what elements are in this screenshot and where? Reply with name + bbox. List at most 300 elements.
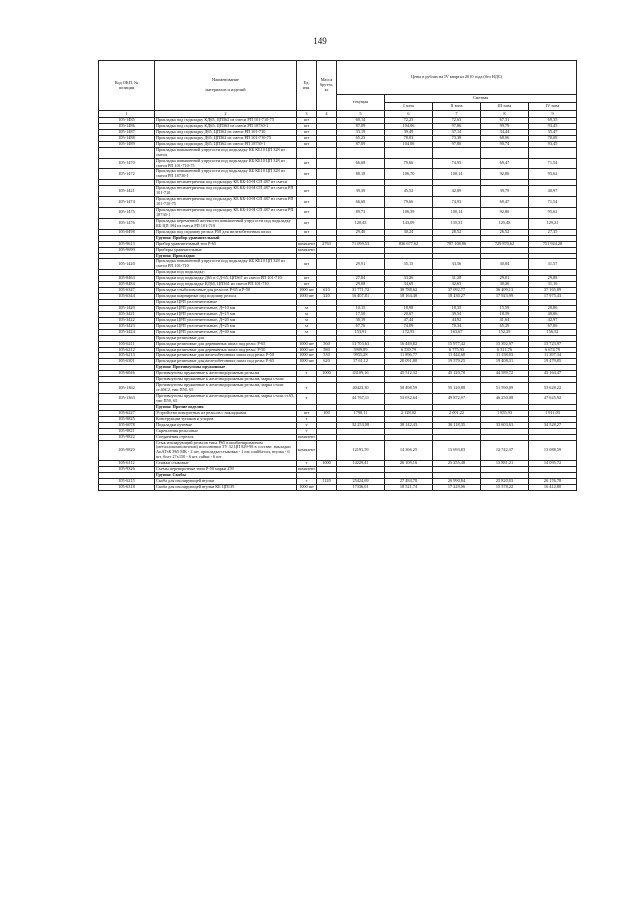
price-cell: 39,49 — [385, 129, 433, 135]
unit-cell: т — [297, 383, 317, 394]
name-cell: Скрепления рельсовые — [155, 428, 297, 434]
mass-cell: 1120 — [317, 479, 337, 485]
name-cell: Приборы уравнительные — [155, 247, 297, 253]
column-number: 7 — [433, 111, 481, 118]
name-cell: Противоугоны пружинные к железнодорожным рельсам, марка стали ст.65, тип П50, 65 — [155, 394, 297, 405]
code-cell: 105-9825 — [99, 416, 155, 422]
price-cell: 729 870,62 — [481, 241, 529, 247]
mass-cell — [317, 218, 337, 229]
price-cell: 26,52 — [481, 229, 529, 235]
mass-cell: 1000 — [317, 371, 337, 377]
price-cell: 99,79 — [481, 123, 529, 129]
page-number: 149 — [313, 36, 327, 46]
table-row — [99, 394, 577, 405]
price-cell: 44,92 — [433, 317, 481, 323]
code-cell: 105-1489 — [99, 141, 155, 147]
name-cell: Противоугоны пружинные к железнодорожным рельсам — [155, 371, 297, 377]
price-cell: 29,01 — [481, 276, 529, 282]
unit-cell: 1000 шт — [297, 294, 317, 300]
price-cell: 11 397,34 — [529, 353, 577, 359]
price-cell: 31,16 — [529, 282, 577, 288]
price-cell: 51 590,09 — [481, 383, 529, 394]
code-cell: 105-9326 — [99, 467, 155, 473]
price-cell: 40,97 — [529, 186, 577, 197]
price-cell: 55 120,88 — [433, 383, 481, 394]
price-cell: 14 366,25 — [385, 440, 433, 461]
price-cell: 42,97 — [529, 317, 577, 323]
name-cell: Прокладка повышенной упругости под подкладку КБ КБ10 ЦП 328 из смеси РП 18730-1 — [155, 169, 297, 180]
unit-cell: м — [297, 317, 317, 323]
price-cell: 93,45 — [529, 141, 577, 147]
price-cell: 25 820,03 — [481, 479, 529, 485]
group-name: Группа: Прочие изделия — [155, 404, 297, 410]
name-cell: Прокладки резиновые для железобетонных шпал под рельс Р-50 — [155, 353, 297, 359]
name-cell: Прокладка несиметричная под подкладку КБ КБ-10-Н СП 487 из смеси РП 101-710-75 — [155, 197, 297, 208]
code-cell: 105-1362 — [99, 383, 155, 394]
price-cell: 33,19 — [337, 129, 385, 135]
name-cell: Скоба для изолирующей втулки — [155, 479, 297, 485]
price-cell: 13 693,83 — [433, 440, 481, 461]
mass-cell: 580 — [317, 347, 337, 353]
code-cell: 105-1421 — [99, 186, 155, 197]
price-cell: 31 771,72 — [337, 288, 385, 294]
price-cell: 26 109,16 — [385, 461, 433, 467]
price-cell: 17 229,06 — [433, 485, 481, 491]
code-cell: 105-6347 — [99, 288, 155, 294]
price-cell: 17,50 — [337, 311, 385, 317]
price-cell: 17336,01 — [337, 485, 385, 491]
price-cell: 37,14 — [433, 129, 481, 135]
mass-cell — [317, 169, 337, 180]
mass-cell: 1000 — [317, 461, 337, 467]
unit-cell: 1000 шт — [297, 485, 317, 491]
code-cell: 105-6318 — [99, 485, 155, 491]
unit-cell: комплект — [298, 247, 315, 252]
price-cell: 26 176,78 — [529, 479, 577, 485]
group-name: Группа: Скобы — [155, 473, 297, 479]
empty-cell — [385, 147, 433, 158]
price-cell: 104,06 — [385, 141, 433, 147]
price-cell: 87,09 — [337, 141, 385, 147]
price-cell: 20,86 — [529, 305, 577, 311]
unit-cell: 1000 шт — [297, 359, 317, 365]
code-cell: 105-1363 — [99, 394, 155, 405]
price-cell: 143,09 — [385, 218, 433, 229]
price-cell: 79,66 — [385, 197, 433, 208]
unit-cell: шт — [297, 169, 317, 180]
price-cell: 71,54 — [529, 197, 577, 208]
price-cell: 27,35 — [529, 229, 577, 235]
price-cell: 65,23 — [337, 135, 385, 141]
code-cell: 105-6227 — [99, 410, 155, 416]
price-cell: 16 407,81 — [337, 294, 385, 300]
unit-cell: 1000 шт — [297, 341, 317, 347]
price-cell: 89,73 — [337, 208, 385, 219]
code-cell: 105-6212 — [99, 347, 155, 353]
price-cell: 12191,59 — [337, 440, 385, 461]
price-cell: 41,64 — [481, 317, 529, 323]
price-cell: 74,93 — [433, 197, 481, 208]
mass-cell — [317, 186, 337, 197]
price-cell: 53 628,22 — [529, 383, 577, 394]
price-cell: 15,59 — [481, 305, 529, 311]
name-cell: Прокладка под подкладку Д65, ЦП362 из смеси РП 101-710 — [155, 129, 297, 135]
unit-cell: т — [297, 461, 317, 467]
name-cell: Скоба для изолирующей втулки КБ ЦП139 — [155, 485, 297, 491]
price-cell: 92,86 — [481, 169, 529, 180]
unit-cell: 1000 шт — [297, 353, 317, 359]
price-cell: 120,43 — [337, 218, 385, 229]
price-cell: 2 001,22 — [433, 410, 481, 416]
code-cell: 105-1420 — [99, 305, 155, 311]
price-cell: 29,08 — [337, 282, 385, 288]
unit-cell: м — [297, 329, 317, 335]
code-cell: 105-3421 — [99, 311, 155, 317]
price-cell: 6 674,79 — [529, 347, 577, 353]
price-cell: 5909,89 — [337, 347, 385, 353]
header-zone-3: III зона — [481, 103, 529, 111]
column-number: 4 — [317, 111, 337, 118]
price-cell: 39,54 — [433, 311, 481, 317]
mass-cell — [317, 394, 337, 405]
price-cell: 18 521,74 — [385, 485, 433, 491]
header-zone-4: IV зона — [529, 103, 577, 111]
price-cell: 35,47 — [529, 129, 577, 135]
price-cell: 13 703,63 — [337, 341, 385, 347]
table-row — [99, 383, 577, 394]
price-cell: 15 392,97 — [481, 341, 529, 347]
name-cell: Прокладки ЦРП уплотнительные, Д=15 мм — [155, 311, 297, 317]
code-cell: 105-1420 — [99, 259, 155, 270]
price-cell: 69,35 — [529, 118, 577, 124]
group-name: Группа: Противоугоны пружинные — [155, 365, 297, 371]
group-name: Прокладка несиметричная под подкладку КБ КБ-10-Н СП 487 из смеси — [155, 180, 297, 186]
price-cell: 78,03 — [385, 135, 433, 141]
empty-cell — [337, 147, 385, 158]
price-cell: 156,52 — [529, 329, 577, 335]
code-cell: 105-6213 — [99, 353, 155, 359]
name-cell: Прокладка повышенной упругости под подкладку КБ КБ10 ЦП 328 из смеси РП 101-710-75 — [155, 158, 297, 169]
price-cell: 19 579,25 — [433, 359, 481, 365]
price-cell: 106,39 — [385, 208, 433, 219]
price-cell: 47 625,92 — [529, 394, 577, 405]
mass-cell — [317, 158, 337, 169]
price-cell: 49 872,97 — [433, 394, 481, 405]
price-cell: 79,66 — [385, 158, 433, 169]
unit-cell: шт — [297, 410, 317, 416]
unit-cell: т — [297, 479, 317, 485]
unit-cell: т — [297, 416, 317, 422]
price-cell: 9955,28 — [337, 353, 385, 359]
price-cell: 18,59 — [481, 311, 529, 317]
price-cell: 163,67 — [433, 329, 481, 335]
header-zone-1: I зона — [385, 103, 433, 111]
price-cell: 32 253,08 — [337, 422, 385, 428]
group-name: Группа: Прибор уравнительный — [155, 235, 297, 241]
table-row — [99, 186, 577, 197]
column-number: 3 — [297, 111, 317, 118]
price-cell: 45,52 — [385, 186, 433, 197]
price-cell: 29,46 — [337, 229, 385, 235]
price-cell: 95,62 — [529, 208, 577, 219]
price-cell: 34,69 — [385, 282, 433, 288]
table-row — [99, 218, 577, 229]
price-cell: 73,38 — [433, 135, 481, 141]
unit-cell: шт — [297, 118, 317, 124]
name-cell: Стяжки стыковые — [155, 461, 297, 467]
price-cell: 69,47 — [481, 197, 529, 208]
price-cell: 11 158,03 — [481, 353, 529, 359]
price-cell: 39,79 — [481, 186, 529, 197]
code-cell: 105-6301 — [99, 359, 155, 365]
unit-cell: 1000 шт — [297, 347, 317, 353]
unit-cell: шт — [297, 208, 317, 219]
code-cell: 105-1487 — [99, 129, 155, 135]
price-cell: 95,62 — [529, 169, 577, 180]
price-cell: 6 539,79 — [385, 347, 433, 353]
price-cell: 66,68 — [337, 158, 385, 169]
name-cell: Прокладки ЦРП уплотнительные, Д=10 мм — [155, 305, 297, 311]
price-cell: 38 142,43 — [385, 422, 433, 428]
price-cell: 16 449,82 — [385, 341, 433, 347]
price-cell: 67,31 — [481, 118, 529, 124]
price-cell: 92,86 — [481, 208, 529, 219]
code-cell: 105-1486 — [99, 123, 155, 129]
price-cell: 25424,69 — [337, 479, 385, 485]
column-number: 8 — [481, 111, 529, 118]
price-cell: 30,24 — [385, 229, 433, 235]
price-cell: 27,84 — [337, 276, 385, 282]
price-cell: 18,98 — [385, 305, 433, 311]
column-number: 5 — [337, 111, 385, 118]
price-cell: 70,08 — [529, 135, 577, 141]
group-name: Прокладки резиновые для — [155, 335, 297, 341]
name-cell: Съемы переворотные типа Р-50 марки 259 — [155, 467, 297, 473]
name-cell: Прокладка повышенной упругости под подкладку КБ КБ10 ЦП 328 из смеси РП 101-710 — [155, 259, 297, 270]
price-cell: 67,76 — [337, 323, 385, 329]
code-cell: 105-0498 — [99, 229, 155, 235]
price-cell: 34,44 — [481, 129, 529, 135]
name-cell: Прокладки резиновые для деревянных шпал под рельс Р-65 — [155, 341, 297, 347]
mass-cell — [317, 485, 337, 491]
name-cell: Прокладка под подкладку КД65, ЦП363 из смеси РП 18730-1 — [155, 123, 297, 129]
unit-cell: шт — [297, 197, 317, 208]
column-numbers-row — [99, 111, 577, 118]
unit-cell: т — [297, 371, 317, 377]
unit-cell: комплект — [297, 440, 317, 461]
price-cell: 11 896,77 — [385, 353, 433, 359]
name-cell: Прокладки под подкладку КД65, ЦП361 из смеси РП 101-710 — [155, 282, 297, 288]
mass-cell: 610 — [317, 288, 337, 294]
code-cell: 105-1470 — [99, 158, 155, 169]
price-cell: 70,34 — [433, 323, 481, 329]
code-cell: 105-6046 — [99, 371, 155, 377]
mass-cell — [317, 208, 337, 219]
mass-cell: 530 — [317, 353, 337, 359]
price-cell: 28,52 — [433, 229, 481, 235]
price-cell: 14229,41 — [337, 461, 385, 467]
price-cell: 19 408,31 — [481, 359, 529, 365]
code-cell: 105-1488 — [99, 135, 155, 141]
unit-cell: шт — [297, 276, 317, 282]
code-cell: 105-8463 — [99, 276, 155, 282]
code-cell: 105-1474 — [99, 197, 155, 208]
unit-cell: комплект — [298, 434, 315, 439]
table-header — [99, 61, 577, 118]
price-cell: 45 512,32 — [385, 371, 433, 377]
price-cell: 97,86 — [433, 141, 481, 147]
price-cell: 37 165,89 — [529, 288, 577, 294]
column-number: 6 — [385, 111, 433, 118]
price-cell: 74,09 — [385, 323, 433, 329]
unit-cell: м — [297, 323, 317, 329]
price-cell: 31,28 — [433, 276, 481, 282]
group-name: Прокладки под подкладку: — [155, 270, 297, 276]
name-cell: Противоугоны пружинные к железнодорожным рельсам, марка стали ст.40С2, тип П50, 65 — [155, 383, 297, 394]
price-cell: 135,31 — [433, 218, 481, 229]
code-cell: 105-1476 — [99, 218, 155, 229]
code-cell: 105-3423 — [99, 323, 155, 329]
price-cell: 60,14 — [337, 118, 385, 124]
code-cell: 105-3422 — [99, 317, 155, 323]
unit-cell: т — [297, 394, 317, 405]
price-cell: 20 091,80 — [385, 359, 433, 365]
price-cell: 18 430,27 — [433, 294, 481, 300]
unit-cell: шт — [297, 218, 317, 229]
price-cell: 32,63 — [433, 282, 481, 288]
price-cell: 35,15 — [385, 259, 433, 270]
table-row — [99, 158, 577, 169]
price-cell: 29,91 — [337, 259, 385, 270]
unit-cell: 1000 шт — [297, 288, 317, 294]
name-cell: Прибор уравнительный тип Р-65 — [155, 241, 297, 247]
mass-cell: 220 — [317, 294, 337, 300]
column-number: 2 — [155, 111, 297, 118]
price-table-sheet — [98, 60, 576, 491]
price-cell: 20,67 — [385, 311, 433, 317]
price-cell: 40423,30 — [337, 383, 385, 394]
name-cell: Прокладка под подкладку Д65, ЦП362 из смеси РП 18730-1 — [155, 141, 297, 147]
mass-cell — [317, 440, 337, 461]
price-cell: 13 881,21 — [481, 461, 529, 467]
price-cell: 125,48 — [481, 218, 529, 229]
code-cell: 105-9613 — [99, 241, 155, 247]
header-current: текущая — [337, 95, 385, 111]
price-cell: 18 164,48 — [385, 294, 433, 300]
empty-cell — [317, 147, 337, 158]
price-cell: 72,23 — [385, 118, 433, 124]
price-cell: 26 990,84 — [433, 479, 481, 485]
column-number: 1 — [99, 111, 155, 118]
code-cell: 105-9822 — [99, 434, 155, 440]
unit-cell: шт — [297, 259, 317, 270]
empty-cell — [481, 147, 529, 158]
code-cell: 105-1485 — [99, 118, 155, 124]
unit-cell: шт — [297, 158, 317, 169]
code-cell: 105-6215 — [99, 479, 155, 485]
price-cell: 1790,11 — [337, 410, 385, 416]
table-row — [99, 197, 577, 208]
price-cell: 33,56 — [433, 259, 481, 270]
unit-cell: шт — [297, 123, 317, 129]
unit-cell: м — [297, 311, 317, 317]
price-cell: 17 61,12 — [337, 359, 385, 365]
name-cell: Устройство поворотных из рельсов с накладками — [155, 410, 297, 416]
price-cell: 153,91 — [337, 329, 385, 335]
name-cell: Прокладка под подкладку Д65, ЦП362 из смеси РП 101-710-75 — [155, 135, 297, 141]
name-cell: Прокладки шарнирные под подошву рельса — [155, 294, 297, 300]
mass-cell — [317, 259, 337, 270]
unit-cell: шт — [297, 129, 317, 135]
price-cell: 74,93 — [433, 158, 481, 169]
name-cell: Прокладки резиновые для железобетонных шпал под рельс Р-65 — [155, 359, 297, 365]
price-cell: 15 578,22 — [481, 485, 529, 491]
price-cell: 71 099,53 — [337, 241, 385, 247]
group-name: Прокладки ЦРП уплотнительные — [155, 300, 297, 306]
price-cell: 6 311,76 — [481, 347, 529, 353]
price-cell: 36 409,13 — [481, 288, 529, 294]
header-unit: Ед. изм. — [297, 61, 317, 111]
table-row — [99, 169, 577, 180]
code-cell — [99, 147, 155, 158]
code-cell: 105-6078 — [99, 422, 155, 428]
header-name: Наименование материалов и изделий — [155, 61, 297, 111]
name-cell: Прокладки под подкладку Д65 и СД-65, ЦП367 из смеси РП 101-710 — [155, 276, 297, 282]
price-cell: 129,21 — [529, 218, 577, 229]
price-cell: 43109,16 — [337, 371, 385, 377]
code-cell: 105-8484 — [99, 282, 155, 288]
unit-cell: шт — [297, 135, 317, 141]
header-code: Код ОКП, № позиции — [99, 61, 155, 111]
empty-cell — [529, 147, 577, 158]
price-cell: 39,39 — [337, 186, 385, 197]
header-mass: Масса брутто, кг — [317, 61, 337, 111]
price-cell: 100,14 — [433, 208, 481, 219]
code-cell: 105-1472 — [99, 169, 155, 180]
name-cell: Прокладка под подкладку КД65, ЦП362 из смеси РП 101-710-75 — [155, 118, 297, 124]
price-cell: 36 118,35 — [433, 422, 481, 428]
code-cell: 105-3424 — [99, 329, 155, 335]
unit-cell: шт — [297, 141, 317, 147]
price-table — [98, 60, 577, 491]
mass-cell: 620 — [317, 359, 337, 365]
empty-cell — [297, 147, 317, 158]
group-name: Противоугоны пружинные к железнодорожным рельсам, марка стали: — [155, 377, 297, 383]
price-cell: 16 412,80 — [529, 485, 577, 491]
name-cell: Прокладки ЦРП уплотнительные, Д=20 мм — [155, 317, 297, 323]
mass-cell: 2763 — [317, 241, 337, 247]
price-cell: 152,29 — [481, 329, 529, 335]
code-cell: 105-6112 — [99, 461, 155, 467]
name-cell: Подкладки путевые — [155, 422, 297, 428]
price-cell: 15 723,97 — [529, 341, 577, 347]
price-cell: 69,47 — [481, 158, 529, 169]
price-cell: 12 742,37 — [481, 440, 529, 461]
price-cell: 44 589,72 — [481, 371, 529, 377]
price-cell: 19 479,85 — [529, 359, 577, 365]
name-cell: Прокладка переменной жесткости повышенной упругости под подкладку КБ ЦП 394 из смеси РП 101-710 — [155, 218, 297, 229]
mass-cell: 100 — [317, 410, 337, 416]
code-cell: 105-1475 — [99, 208, 155, 219]
price-cell: 6 775,93 — [433, 347, 481, 353]
price-cell: 90,74 — [481, 141, 529, 147]
price-cell: 106,70 — [385, 169, 433, 180]
price-cell: 67,06 — [529, 323, 577, 329]
price-cell: 33 603,63 — [481, 422, 529, 428]
unit-cell: т — [297, 422, 317, 428]
price-cell: 34 528,27 — [529, 422, 577, 428]
price-cell: 172,93 — [385, 329, 433, 335]
